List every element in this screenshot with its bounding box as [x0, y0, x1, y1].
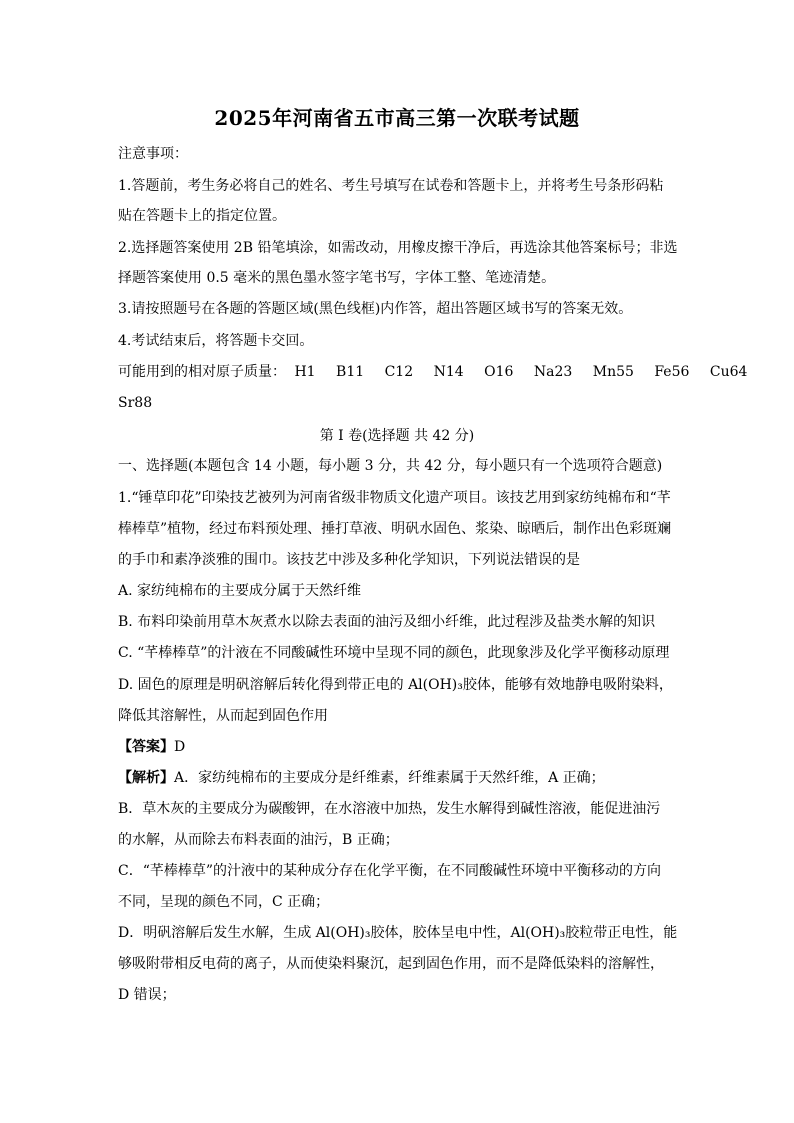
- notice-item-1a: 1.答题前，考生务必将自己的姓名、考生号填写在试卷和答题卡上，并将考生号条形码粘: [118, 178, 664, 194]
- notice-item-2b: 择题答案使用 0.5 毫米的黑色墨水签字笔书写，字体工整、笔迹清楚。: [118, 270, 556, 286]
- answer-line: [118, 737, 678, 757]
- notice-heading: 注意事项：: [118, 146, 188, 162]
- answer-label: 【答案】: [118, 739, 174, 755]
- question-1-stem-a: 1.“锤草印花”印染技艺被列为河南省级非物质文化遗产项目。该技艺用到家纺纯棉布和“芊: [118, 490, 671, 506]
- notice-item-2a: 2.选择题答案使用 2B 铅笔填涂，如需改动，用橡皮擦干净后，再选涂其他答案标号；非选: [118, 240, 678, 256]
- atomic-mass-b: B11: [336, 364, 365, 380]
- atomic-mass-na: Na23: [533, 364, 573, 380]
- atomic-mass-sr: Sr88: [118, 395, 153, 411]
- question-1-option-d-b: 降低其溶解性，从而起到固色作用: [118, 708, 328, 724]
- part-heading: 一、选择题(本题包含 14 小题，每小题 3 分，共 42 分，每小题只有一个选项符合题意): [118, 458, 663, 474]
- analysis-line-c2: 不同，呈现的颜色不同，C 正确；: [118, 894, 330, 910]
- analysis-line-d2: 够吸附带相反电荷的离子，从而使染料聚沉，起到固色作用，而不是降低染料的溶解性，: [118, 956, 664, 972]
- question-1-stem-b: 棒棒草”植物，经过布料预处理、捶打草液、明矾水固色、浆染、晾晒后，制作出色彩斑斓: [118, 521, 672, 537]
- notice-item-3: 3.请按照题号在各题的答题区域(黑色线框)内作答，超出答题区域书写的答案无效。: [118, 301, 633, 317]
- question-1-option-d-a: D. 固色的原理是明矾溶解后转化得到带正电的 Al(OH)₃胶体，能够有效地静电吸附染料，: [118, 677, 673, 693]
- analysis-label: 【解析】: [118, 770, 174, 786]
- analysis-line-d1: D．明矾溶解后发生水解，生成 Al(OH)₃胶体，胶体呈电中性，Al(OH)₃胶粒带正电性，能: [118, 925, 678, 941]
- atomic-mass-cu: Cu64: [709, 364, 748, 380]
- analysis-line-a: [118, 768, 678, 788]
- question-1-option-c: C. “芊棒棒草”的汁液在不同酸碱性环境中呈现不同的颜色，此现象涉及化学平衡移动原理: [118, 645, 670, 661]
- atomic-mass-fe: Fe56: [654, 364, 690, 380]
- question-1-option-b: B. 布料印染前用草木灰煮水以除去表面的油污及细小纤维，此过程涉及盐类水解的知识: [118, 614, 656, 630]
- analysis-line-b1: B．草木灰的主要成分为碳酸钾，在水溶液中加热，发生水解得到碱性溶液，能促进油污: [118, 801, 661, 817]
- answer-value: D: [174, 739, 186, 755]
- section-title: 第 I 卷(选择题 共 42 分): [319, 428, 475, 444]
- question-1-option-a: A. 家纺纯棉布的主要成分属于天然纤维: [118, 583, 362, 599]
- notice-item-1b: 贴在答题卡上的指定位置。: [118, 208, 286, 224]
- analysis-line-b2: 的水解，从而除去布料表面的油污，B 正确；: [118, 832, 399, 848]
- analysis-line-c1: C．“芊棒棒草”的汁液中的某种成分存在化学平衡，在不同酸碱性环境中平衡移动的方向: [118, 863, 662, 879]
- analysis-line-d3: D 错误；: [118, 987, 176, 1003]
- atomic-mass-mn: Mn55: [592, 364, 634, 380]
- analysis-a-text: A．家纺纯棉布的主要成分是纤维素，纤维素属于天然纤维，A 正确；: [174, 770, 605, 786]
- question-1-stem-c: 的手巾和素净淡雅的围巾。该技艺中涉及多种化学知识，下列说法错误的是: [118, 552, 580, 568]
- atomic-mass-o: O16: [484, 364, 514, 380]
- page-title: 2025年河南省五市高三第一次联考试题: [214, 106, 580, 130]
- atomic-mass-c: C12: [384, 364, 414, 380]
- atomic-mass-line: [118, 362, 748, 382]
- atomic-mass-label: 可能用到的相对原子质量：: [118, 364, 286, 380]
- atomic-mass-n: N14: [433, 364, 464, 380]
- atomic-mass-h: H1: [294, 364, 316, 380]
- notice-item-4: 4.考试结束后，将答题卡交回。: [118, 333, 314, 349]
